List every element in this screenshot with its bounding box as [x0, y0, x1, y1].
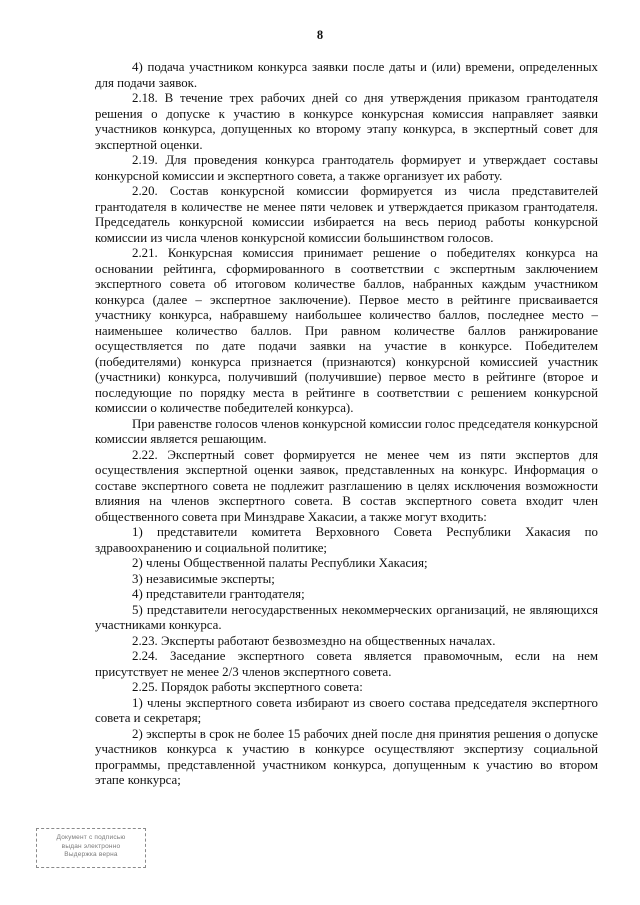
paragraph: 2.25. Порядок работы экспертного совета:	[132, 680, 363, 694]
paragraph: 2.18. В течение трех рабочих дней со дня утверждения приказом грантодателя решения о допуске к участию в конкурсе конкурсная комиссия направляет заявки участников конкурса, допущенных ко второму этапу конкурса, в экспертный совет для экспертной оценки.	[95, 91, 598, 152]
paragraph: 2.23. Эксперты работают безвозмездно на общественных началах.	[132, 633, 496, 648]
paragraph: При равенстве голосов членов конкурсной комиссии голос председателя конкурсной комиссии является решающим.	[95, 416, 598, 446]
paragraph: 2) эксперты в срок не более 15 рабочих дней после дня принятия решения о допуске участников конкурса к участию в конкурсе осуществляют экспертизу социальной программы, представленной участником конкурса, допущенным к участию во втором этапе конкурса;	[95, 726, 598, 787]
paragraph: 1) представители комитета Верховного Совета Республики Хакасия по здравоохранению и социальной политике;	[95, 525, 598, 555]
stamp-line: выдан электронно	[61, 842, 121, 850]
paragraph: 2) члены Общественной палаты Республики Хакасия;	[132, 556, 428, 570]
paragraph: 5) представители негосударственных некоммерческих организаций, не являющихся участниками конкурса.	[95, 602, 598, 632]
paragraph: 2.19. Для проведения конкурса грантодатель формирует и утверждает составы конкурсной комиссии и экспертного совета, а также организует их работу.	[95, 153, 598, 183]
paragraph: 4) представители грантодателя;	[132, 587, 305, 601]
paragraph: 3) независимые эксперты;	[132, 571, 275, 586]
stamp-line: Выдержка верна	[64, 851, 118, 858]
stamp-line: Документ с подписью	[56, 834, 126, 841]
paragraph: 1) члены экспертного совета избирают из своего состава председателя экспертного совета и секретаря;	[95, 695, 598, 725]
page-number: 8	[316, 28, 324, 42]
paragraph: 2.20. Состав конкурсной комиссии формируется из числа представителей грантодателя в количестве не менее пяти человек и утверждается приказом грантодателя. Председатель конкурсной комиссии избирается на весь период работы конкурсной комиссии из числа членов конкурсной комиссии большинством голосов.	[95, 184, 598, 245]
paragraph: 2.22. Экспертный совет формируется не менее чем из пяти экспертов для осуществления экспертной оценки заявок, представленных на конкурс. Информация о составе экспертного совета не подлежит разглашению в целях исключения возможности влияния на членов экспертного совета. В состав экспертного совета входит член общественного совета при Минздраве Хакасии, а также могут входить:	[95, 447, 598, 524]
document-body	[95, 60, 598, 789]
paragraph: 4) подача участником конкурса заявки после даты и (или) времени, определенных для подачи заявок.	[95, 60, 598, 90]
paragraph: 2.24. Заседание экспертного совета является правомочным, если на нем присутствует не менее 2/3 членов экспертного совета.	[95, 649, 598, 679]
document-stamp	[36, 828, 146, 868]
paragraph: 2.21. Конкурсная комиссия принимает решение о победителях конкурса на основании рейтинга, сформированного в соответствии с экспертным заключением экспертного совета об итоговом количестве баллов, набранных каждым участником конкурса (далее – экспертное заключение). Первое место в рейтинге присваивается участнику конкурса, набравшему наибольшее количество баллов, последнее место – наименьшее количество баллов. При равном количестве баллов ранжирование осуществляется по дате подачи заявки на участие в конкурсе. Победителем (победителями) конкурса признается (признаются) конкурсной комиссией участник (участники) конкурса, получивший (получившие) первое место в рейтинге (второе и последующие по порядку места в рейтинге в соответствии с решением конкурсной комиссии о количестве победителей конкурса).	[95, 246, 598, 415]
